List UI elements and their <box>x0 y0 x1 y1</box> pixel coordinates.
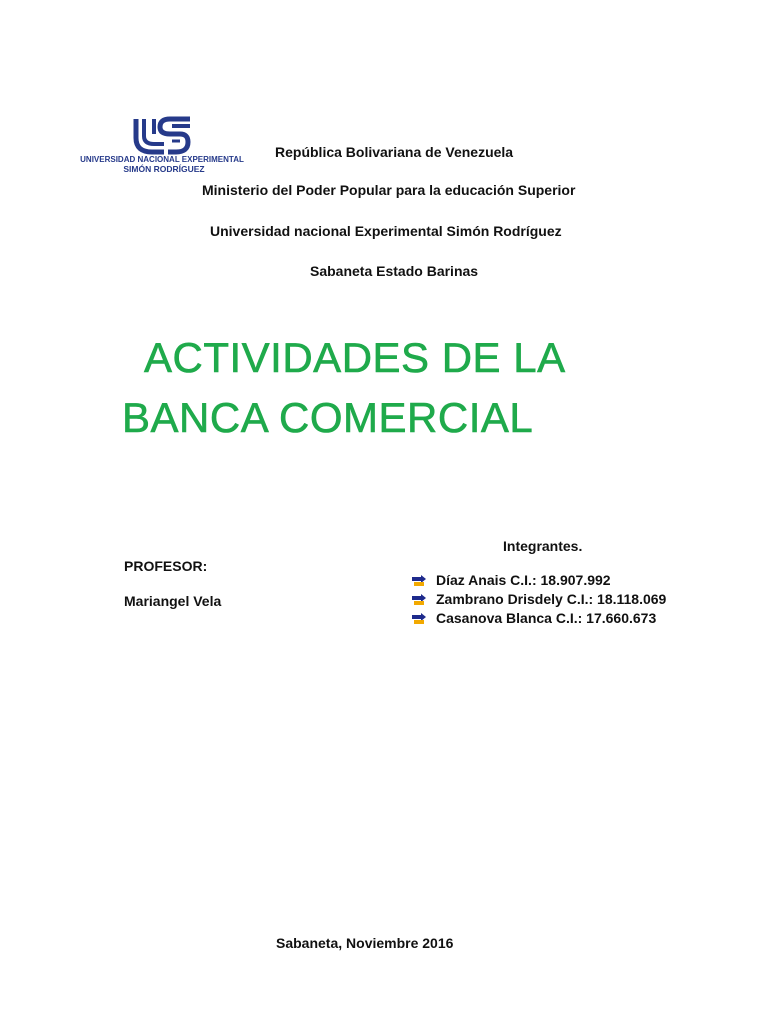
logo-university-name: UNIVERSIDAD NACIONAL EXPERIMENTAL <box>80 155 244 164</box>
unesr-emblem-icon <box>72 116 258 156</box>
members-label: Integrantes. <box>503 538 583 554</box>
header-university: Universidad nacional Experimental Simón Rodríguez <box>210 223 562 239</box>
footer-place-date: Sabaneta, Noviembre 2016 <box>276 935 454 951</box>
arrow-bullet-icon <box>412 575 426 587</box>
arrow-bullet-icon <box>412 613 426 625</box>
logo-university-sub: SIMÓN RODRÍGUEZ <box>123 164 205 174</box>
member-entry: Díaz Anais C.I.: 18.907.992 <box>436 572 611 588</box>
members-list <box>410 571 666 628</box>
professor-name: Mariangel Vela <box>124 593 222 609</box>
document-title-line1: ACTIVIDADES DE LA <box>144 334 566 381</box>
list-item <box>410 590 666 609</box>
member-entry: Zambrano Drisdely C.I.: 18.118.069 <box>436 591 667 607</box>
document-title-line2: BANCA COMERCIAL <box>122 394 534 441</box>
header-location: Sabaneta Estado Barinas <box>310 263 479 279</box>
arrow-bullet-icon <box>412 594 426 606</box>
professor-label: PROFESOR: <box>124 558 208 574</box>
member-entry: Casanova Blanca C.I.: 17.660.673 <box>436 610 657 626</box>
list-item <box>410 571 666 590</box>
header-ministry: Ministerio del Poder Popular para la educación Superior <box>202 182 576 198</box>
list-item <box>410 609 666 628</box>
university-logo <box>72 116 258 178</box>
header-country: República Bolivariana de Venezuela <box>275 144 514 160</box>
